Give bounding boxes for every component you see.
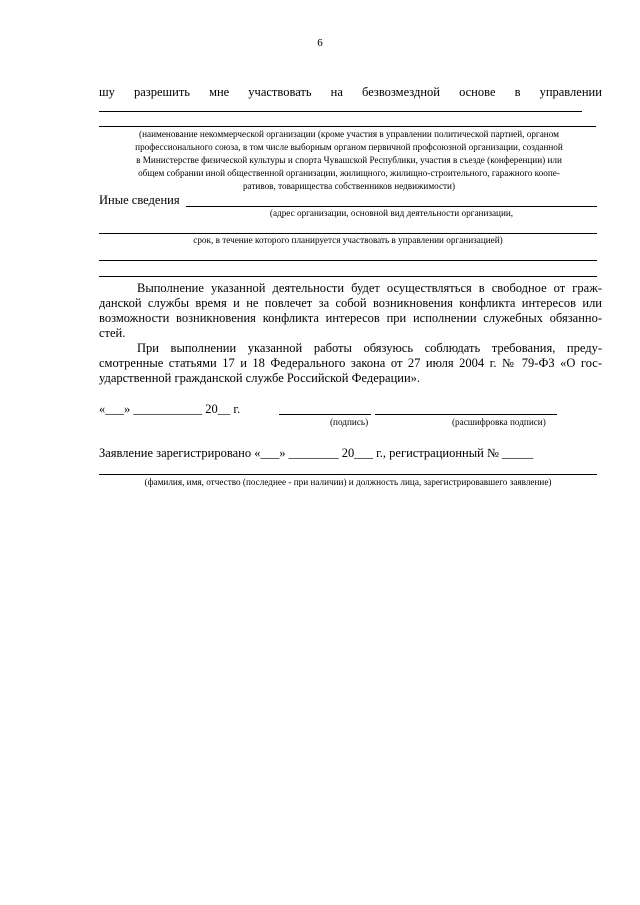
signature-decode-line: [375, 414, 557, 415]
word: на: [330, 85, 343, 99]
org-caption-line: (наименование некоммерческой организации (кроме участия в управлении политической партией, органом: [139, 129, 559, 139]
signature-decode-caption: (расшифровка подписи): [452, 417, 546, 427]
org-caption-line: профессионального союза, в том числе выборным органом первичной профсоюзной организации, созданной: [135, 142, 563, 152]
page-number: 6: [317, 37, 323, 49]
term-caption: срок, в течение которого планируется участвовать в управлении организацией): [193, 235, 503, 245]
signature-line: [279, 414, 371, 415]
fill-line: [99, 111, 582, 112]
fill-line: [99, 126, 596, 127]
word: управлении: [539, 85, 602, 99]
paragraph-1-line: данской службы время и не повлечет за собой возникновения конфликта интересов или: [99, 296, 602, 310]
paragraph-2-line: смотренные статьями 17 и 18 Федерального закона от 27 июля 2004 г. № 79-ФЗ «О гос-: [99, 356, 602, 370]
org-caption-line: общем собрании иной общественной организации, жилищного, жилищно-строительного, гаражного коопе-: [138, 168, 560, 178]
registrar-caption: (фамилия, имя, отчество (последнее - при наличии) и должность лица, зарегистрировавшего заявление): [144, 477, 552, 487]
paragraph-1-line: возможности возникновения конфликта интересов при исполнении служебных обязанно-: [99, 311, 602, 325]
org-caption-line: ративов, товарищества собственников недвижимости): [242, 181, 456, 191]
org-caption-line: в Министерстве физической культуры и спорта Чувашской Республики, участия в съезде (конференции) или: [136, 155, 562, 165]
first-line: [99, 85, 602, 100]
fill-line: [99, 276, 597, 277]
word: в: [514, 85, 521, 99]
paragraph-2-line: При выполнении указанной работы обязуюсь соблюдать требования, преду-: [137, 341, 602, 355]
fill-line: [99, 260, 597, 261]
address-caption: (адрес организации, основной вид деятельности организации,: [269, 208, 514, 218]
word: разрешить: [133, 85, 190, 99]
word: шу: [99, 85, 115, 99]
paragraph-1-line: Выполнение указанной деятельности будет осуществляться в свободное от граж-: [137, 281, 602, 295]
word: безвозмездной: [362, 85, 440, 99]
word: основе: [459, 85, 496, 99]
registration-line: Заявление зарегистрировано «___» ________ 20___ г., регистрационный № _____: [99, 446, 534, 460]
fill-line: [99, 474, 597, 475]
word: участвовать: [248, 85, 312, 99]
other-info-label: Иные сведения: [99, 193, 180, 207]
signature-caption: (подпись): [330, 417, 369, 427]
word: мне: [209, 85, 230, 99]
paragraph-2-line: ударственной гражданской службе Российской Федерации».: [99, 371, 421, 385]
paragraph-1-line: стей.: [99, 326, 126, 340]
date-line: «___» ___________ 20__ г.: [99, 402, 241, 416]
